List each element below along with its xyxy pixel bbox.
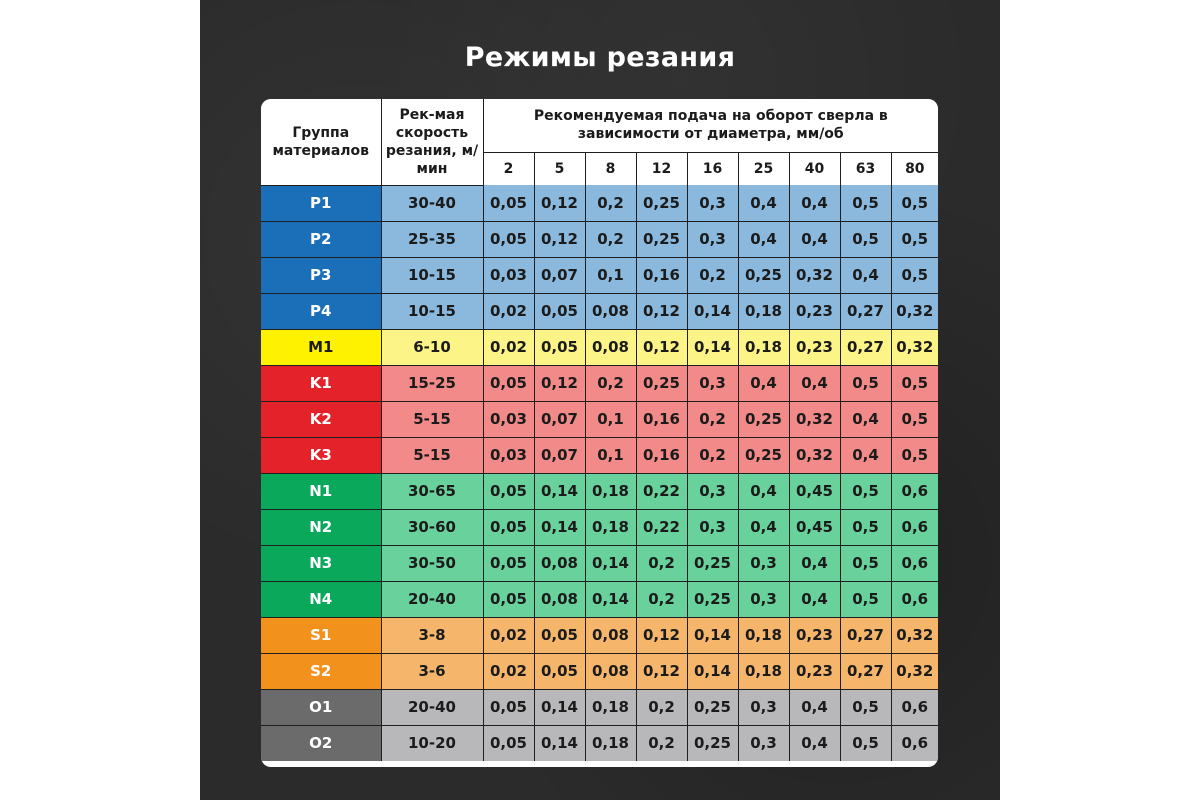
feed-cell: 0,22 [636, 473, 687, 509]
feed-cell: 0,05 [534, 293, 585, 329]
feed-cell: 0,14 [687, 617, 738, 653]
feed-cell: 0,25 [738, 257, 789, 293]
feed-cell: 0,32 [789, 401, 840, 437]
feed-cell: 0,14 [687, 329, 738, 365]
feed-cell: 0,07 [534, 437, 585, 473]
feed-cell: 0,3 [738, 725, 789, 761]
feed-cell: 0,5 [891, 185, 938, 221]
feed-cell: 0,27 [840, 329, 891, 365]
speed-cell: 30-65 [381, 473, 483, 509]
speed-cell: 25-35 [381, 221, 483, 257]
feed-cell: 0,12 [636, 653, 687, 689]
feed-cell: 0,2 [636, 581, 687, 617]
feed-cell: 0,2 [585, 365, 636, 401]
feed-cell: 0,12 [636, 329, 687, 365]
feed-cell: 0,18 [738, 653, 789, 689]
table-row [261, 401, 938, 437]
feed-cell: 0,32 [789, 257, 840, 293]
speed-cell: 3-8 [381, 617, 483, 653]
speed-cell: 30-60 [381, 509, 483, 545]
feed-cell: 0,45 [789, 509, 840, 545]
feed-cell: 0,2 [636, 545, 687, 581]
feed-cell: 0,08 [585, 617, 636, 653]
feed-cell: 0,23 [789, 617, 840, 653]
feed-cell: 0,14 [687, 653, 738, 689]
feed-cell: 0,5 [840, 689, 891, 725]
feed-cell: 0,5 [891, 437, 938, 473]
material-group-cell: N4 [261, 581, 381, 617]
feed-cell: 0,18 [585, 725, 636, 761]
table-row [261, 725, 938, 761]
table-row [261, 689, 938, 725]
feed-cell: 0,2 [636, 689, 687, 725]
header-diameter: 2 [483, 152, 534, 185]
feed-cell: 0,05 [483, 221, 534, 257]
header-diameter: 8 [585, 152, 636, 185]
table-row [261, 473, 938, 509]
feed-cell: 0,1 [585, 437, 636, 473]
page-title: Режимы резания [464, 42, 736, 73]
feed-cell: 0,14 [585, 545, 636, 581]
material-group-cell: O1 [261, 689, 381, 725]
material-group-cell: P3 [261, 257, 381, 293]
feed-cell: 0,18 [585, 509, 636, 545]
feed-cell: 0,5 [840, 473, 891, 509]
feed-cell: 0,1 [585, 257, 636, 293]
feed-cell: 0,18 [738, 329, 789, 365]
feed-cell: 0,6 [891, 545, 938, 581]
speed-cell: 3-6 [381, 653, 483, 689]
material-group-cell: P1 [261, 185, 381, 221]
material-group-cell: P2 [261, 221, 381, 257]
feed-cell: 0,08 [585, 329, 636, 365]
table-row [261, 437, 938, 473]
feed-cell: 0,05 [483, 185, 534, 221]
feed-cell: 0,45 [789, 473, 840, 509]
table-body [261, 185, 938, 761]
feed-cell: 0,12 [534, 221, 585, 257]
feed-cell: 0,08 [585, 293, 636, 329]
table-row [261, 545, 938, 581]
feed-cell: 0,16 [636, 257, 687, 293]
speed-cell: 6-10 [381, 329, 483, 365]
material-group-cell: S1 [261, 617, 381, 653]
header-diameter: 25 [738, 152, 789, 185]
feed-cell: 0,32 [891, 617, 938, 653]
feed-cell: 0,4 [789, 185, 840, 221]
feed-cell: 0,25 [738, 401, 789, 437]
material-group-cell: N2 [261, 509, 381, 545]
feed-cell: 0,08 [585, 653, 636, 689]
feed-cell: 0,05 [483, 365, 534, 401]
feed-cell: 0,4 [738, 221, 789, 257]
feed-cell: 0,07 [534, 401, 585, 437]
feed-cell: 0,4 [789, 545, 840, 581]
feed-cell: 0,18 [585, 689, 636, 725]
material-group-cell: S2 [261, 653, 381, 689]
cutting-modes-table [261, 99, 938, 761]
feed-cell: 0,6 [891, 509, 938, 545]
feed-cell: 0,25 [636, 221, 687, 257]
feed-cell: 0,2 [585, 185, 636, 221]
speed-cell: 10-20 [381, 725, 483, 761]
feed-cell: 0,02 [483, 329, 534, 365]
header-diameter: 12 [636, 152, 687, 185]
header-diameter: 5 [534, 152, 585, 185]
table-row [261, 293, 938, 329]
feed-cell: 0,4 [789, 221, 840, 257]
feed-cell: 0,5 [840, 581, 891, 617]
feed-cell: 0,14 [534, 509, 585, 545]
feed-cell: 0,18 [585, 473, 636, 509]
feed-cell: 0,12 [636, 617, 687, 653]
table-row [261, 581, 938, 617]
feed-cell: 0,25 [687, 689, 738, 725]
feed-cell: 0,5 [891, 221, 938, 257]
feed-cell: 0,02 [483, 293, 534, 329]
header-diameter: 16 [687, 152, 738, 185]
speed-cell: 5-15 [381, 401, 483, 437]
feed-cell: 0,16 [636, 437, 687, 473]
feed-cell: 0,32 [891, 293, 938, 329]
feed-cell: 0,14 [534, 725, 585, 761]
feed-cell: 0,2 [687, 257, 738, 293]
feed-cell: 0,03 [483, 401, 534, 437]
feed-cell: 0,14 [534, 689, 585, 725]
material-group-cell: O2 [261, 725, 381, 761]
feed-cell: 0,23 [789, 293, 840, 329]
feed-cell: 0,22 [636, 509, 687, 545]
header-feed: Рекомендуемая подача на оборот сверла в зависимости от диаметра, мм/об [483, 99, 938, 152]
feed-cell: 0,5 [840, 185, 891, 221]
feed-cell: 0,23 [789, 653, 840, 689]
feed-cell: 0,05 [534, 329, 585, 365]
material-group-cell: K3 [261, 437, 381, 473]
speed-cell: 30-50 [381, 545, 483, 581]
feed-cell: 0,02 [483, 653, 534, 689]
feed-cell: 0,1 [585, 401, 636, 437]
header-speed: Рек-мая скорость резания, м/мин [381, 99, 483, 185]
feed-cell: 0,3 [687, 365, 738, 401]
feed-cell: 0,05 [483, 581, 534, 617]
feed-cell: 0,5 [840, 545, 891, 581]
table-row [261, 617, 938, 653]
feed-cell: 0,25 [687, 545, 738, 581]
table-row [261, 653, 938, 689]
material-group-cell: N3 [261, 545, 381, 581]
feed-cell: 0,6 [891, 581, 938, 617]
feed-cell: 0,05 [483, 509, 534, 545]
speed-cell: 5-15 [381, 437, 483, 473]
feed-cell: 0,4 [840, 401, 891, 437]
feed-cell: 0,27 [840, 653, 891, 689]
feed-cell: 0,12 [636, 293, 687, 329]
header-diameter: 63 [840, 152, 891, 185]
feed-cell: 0,5 [891, 401, 938, 437]
feed-cell: 0,3 [738, 545, 789, 581]
feed-cell: 0,3 [738, 581, 789, 617]
feed-cell: 0,05 [483, 725, 534, 761]
feed-cell: 0,6 [891, 725, 938, 761]
feed-cell: 0,5 [891, 257, 938, 293]
feed-cell: 0,4 [738, 509, 789, 545]
header-diameter: 80 [891, 152, 938, 185]
feed-cell: 0,5 [840, 509, 891, 545]
feed-cell: 0,23 [789, 329, 840, 365]
feed-cell: 0,12 [534, 365, 585, 401]
feed-cell: 0,5 [840, 221, 891, 257]
feed-cell: 0,05 [483, 689, 534, 725]
feed-cell: 0,07 [534, 257, 585, 293]
feed-cell: 0,03 [483, 437, 534, 473]
feed-cell: 0,4 [840, 257, 891, 293]
feed-cell: 0,3 [687, 185, 738, 221]
speed-cell: 20-40 [381, 581, 483, 617]
feed-cell: 0,5 [840, 725, 891, 761]
table-row [261, 185, 938, 221]
table-row [261, 365, 938, 401]
feed-cell: 0,25 [738, 437, 789, 473]
feed-cell: 0,08 [534, 545, 585, 581]
cutting-modes-table-container [261, 99, 938, 767]
material-group-cell: M1 [261, 329, 381, 365]
speed-cell: 30-40 [381, 185, 483, 221]
feed-cell: 0,4 [738, 185, 789, 221]
feed-cell: 0,32 [891, 653, 938, 689]
material-group-cell: P4 [261, 293, 381, 329]
feed-cell: 0,3 [738, 689, 789, 725]
feed-cell: 0,5 [891, 365, 938, 401]
table-row [261, 509, 938, 545]
feed-cell: 0,14 [585, 581, 636, 617]
feed-cell: 0,18 [738, 617, 789, 653]
feed-cell: 0,3 [687, 509, 738, 545]
background-panel [200, 0, 1000, 800]
feed-cell: 0,32 [891, 329, 938, 365]
feed-cell: 0,25 [687, 725, 738, 761]
feed-cell: 0,12 [534, 185, 585, 221]
material-group-cell: K1 [261, 365, 381, 401]
feed-cell: 0,25 [636, 365, 687, 401]
feed-cell: 0,3 [687, 473, 738, 509]
header-group: Группа материалов [261, 99, 381, 185]
feed-cell: 0,05 [483, 473, 534, 509]
feed-cell: 0,6 [891, 473, 938, 509]
feed-cell: 0,4 [738, 365, 789, 401]
feed-cell: 0,3 [687, 221, 738, 257]
feed-cell: 0,27 [840, 293, 891, 329]
material-group-cell: N1 [261, 473, 381, 509]
feed-cell: 0,14 [534, 473, 585, 509]
feed-cell: 0,6 [891, 689, 938, 725]
feed-cell: 0,32 [789, 437, 840, 473]
feed-cell: 0,25 [636, 185, 687, 221]
feed-cell: 0,27 [840, 617, 891, 653]
header-diameter: 40 [789, 152, 840, 185]
feed-cell: 0,14 [687, 293, 738, 329]
speed-cell: 10-15 [381, 293, 483, 329]
feed-cell: 0,2 [687, 437, 738, 473]
feed-cell: 0,4 [789, 581, 840, 617]
feed-cell: 0,05 [534, 653, 585, 689]
feed-cell: 0,05 [483, 545, 534, 581]
feed-cell: 0,4 [738, 473, 789, 509]
feed-cell: 0,2 [687, 401, 738, 437]
table-row [261, 257, 938, 293]
feed-cell: 0,4 [789, 725, 840, 761]
feed-cell: 0,08 [534, 581, 585, 617]
feed-cell: 0,4 [789, 689, 840, 725]
feed-cell: 0,2 [636, 725, 687, 761]
feed-cell: 0,03 [483, 257, 534, 293]
feed-cell: 0,5 [840, 365, 891, 401]
material-group-cell: K2 [261, 401, 381, 437]
feed-cell: 0,4 [840, 437, 891, 473]
feed-cell: 0,25 [687, 581, 738, 617]
feed-cell: 0,05 [534, 617, 585, 653]
feed-cell: 0,16 [636, 401, 687, 437]
table-row [261, 221, 938, 257]
speed-cell: 15-25 [381, 365, 483, 401]
feed-cell: 0,2 [585, 221, 636, 257]
table-row [261, 329, 938, 365]
feed-cell: 0,02 [483, 617, 534, 653]
speed-cell: 20-40 [381, 689, 483, 725]
feed-cell: 0,18 [738, 293, 789, 329]
feed-cell: 0,4 [789, 365, 840, 401]
speed-cell: 10-15 [381, 257, 483, 293]
